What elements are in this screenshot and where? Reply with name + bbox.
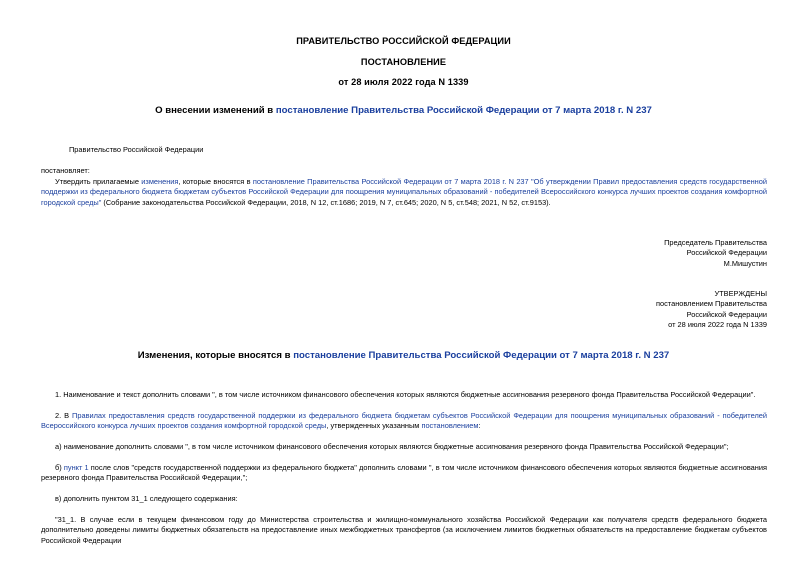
title-prefix: О внесении изменений в xyxy=(155,105,276,116)
item-2-text-1: 2. В xyxy=(55,411,73,420)
point-1-link[interactable]: пункт 1 xyxy=(63,463,89,472)
signature-block xyxy=(664,238,767,269)
changes-title-prefix: Изменения, которые вносятся в xyxy=(137,350,294,361)
approved-line-3: Российской Федерации xyxy=(686,309,767,319)
signature-line-2: Российской Федерации xyxy=(686,248,767,258)
item-b xyxy=(41,463,767,484)
item-b-text-2: после слов "средств государственной поддержки из федерального бюджета" дополнить словами ", в том числе источником финансового обеспечения которых являются бюджетные ассигнования резервного фонда Правительства Российской Федерации,"; xyxy=(41,463,767,483)
signature-name: М.Мишустин xyxy=(723,258,767,268)
item-2 xyxy=(41,411,767,432)
rules-link[interactable]: Правилах предоставления средств государственной поддержки из федерального бюджета бюджетам субъектов Российской Федерации для поощрения муниципальных образований - победителей Всероссийского конкурса лучших проектов создания комфортной городской среды xyxy=(41,411,767,431)
item-v: в) дополнить пунктом 31_1 следующего содержания: xyxy=(55,494,238,503)
item-1: 1. Наименование и текст дополнить словами ", в том числе источником финансового обеспечения которых являются бюджетные ассигнования резервного фонда Правительства Российской Федерации". xyxy=(55,390,756,399)
item-b-text-1: б) xyxy=(55,463,64,472)
government-label: Правительство Российской Федерации xyxy=(69,145,204,154)
approve-paragraph xyxy=(41,177,767,208)
item-31-1: "31_1. В случае если в текущем финансовом году до Министерства строительства и жилищно-коммунального хозяйства Российской Федерации как получателя средств федерального бюджета дополнительно доведены лимиты бюджетных обязательств на предоставление иных межбюджетных трансфертов (за исключением лимитов бюджетных обязательств на предоставление бюджетам субъектов Российской Федерации xyxy=(41,515,767,545)
changes-title-link[interactable]: постановление Правительства Российской Федерации от 7 марта 2018 г. N 237 xyxy=(293,350,670,361)
doc-type-heading: ПОСТАНОВЛЕНИЕ xyxy=(360,57,447,67)
resolution-ref-link[interactable]: постановлением xyxy=(421,421,479,431)
approved-block xyxy=(656,289,767,330)
approve-text-2: , которые вносятся в xyxy=(178,177,253,186)
document-title xyxy=(0,105,807,116)
item-a: а) наименование дополнить словами ", в том числе источником финансового обеспечения которых являются бюджетные ассигнования резервного фонда Правительства Российской Федерации"; xyxy=(55,442,729,451)
item-2-text-2: , утвержденных указанным xyxy=(326,421,422,431)
doc-date: от 28 июля 2022 года N 1339 xyxy=(338,77,469,87)
approved-line-2: постановлением Правительства xyxy=(656,299,767,309)
approved-line-4: от 28 июля 2022 года N 1339 xyxy=(668,319,767,329)
changes-link[interactable]: изменения xyxy=(141,177,179,186)
decides-label: постановляет: xyxy=(41,166,90,175)
title-link[interactable]: постановление Правительства Российской Федерации от 7 марта 2018 г. N 237 xyxy=(275,105,652,116)
approve-text-1: Утвердить прилагаемые xyxy=(55,177,142,186)
signature-line-1: Председатель Правительства xyxy=(664,238,767,247)
org-heading: ПРАВИТЕЛЬСТВО РОССИЙСКОЙ ФЕДЕРАЦИИ xyxy=(296,36,511,46)
item-2-text-3: : xyxy=(478,421,481,431)
resolution-link[interactable]: постановление Правительства Российской Федерации от 7 марта 2018 г. N 237 "Об утверждении Правил предоставления средств государственной поддержки из федерального бюджета бюджетам субъектов Российской Федерации для поощрения муниципальных образований - победителей Всероссийского конкурса лучших проектов создания комфортной городской среды" xyxy=(41,177,767,207)
approve-text-3: (Собрание законодательства Российской Федерации, 2018, N 12, ст.1686; 2019, N 7, ст.645; 2020, N 5, ст.548; 2021, N 52, ст.9153). xyxy=(101,197,551,207)
changes-title xyxy=(0,350,807,361)
approved-line-1: УТВЕРЖДЕНЫ xyxy=(714,289,767,298)
